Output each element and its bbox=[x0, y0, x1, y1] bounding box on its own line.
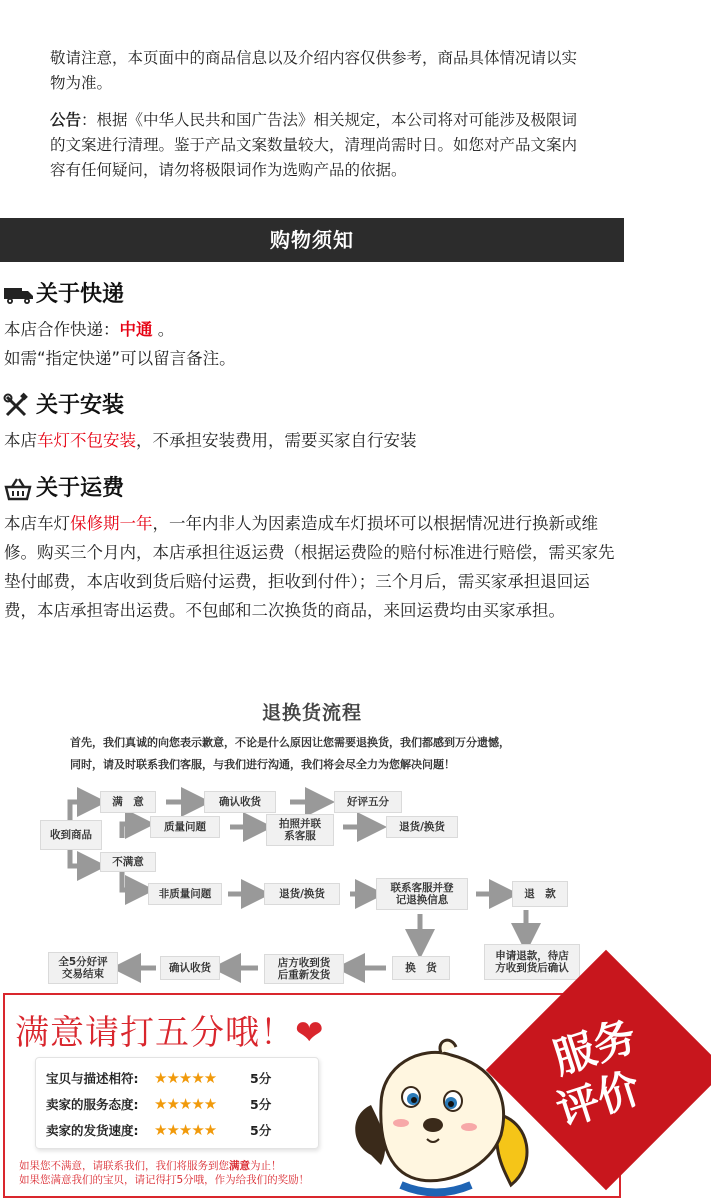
notice-text: 敬请注意，本页面中的商品信息以及介绍内容仅供参考，商品具体情况请以实物为准。 bbox=[50, 49, 578, 92]
star-rating-icon: ★★★★★ bbox=[154, 1121, 217, 1139]
express-title: 关于快递 bbox=[36, 282, 125, 307]
rating-label: 卖家的服务态度: bbox=[46, 1097, 139, 1112]
flow-box-transaction-end: 全5分好评交易结束 bbox=[48, 952, 118, 984]
heart-icon: ❤ bbox=[295, 1013, 325, 1053]
flow-box-quality-issue: 质量问题 bbox=[150, 816, 220, 838]
notice-block bbox=[50, 46, 590, 195]
flow-box-confirm-receipt-2: 确认收货 bbox=[160, 956, 220, 980]
flow-box-return-exchange-1: 退货/换货 bbox=[386, 816, 458, 838]
shipping-title: 关于运费 bbox=[36, 476, 125, 501]
flow-box-reship: 店方收到货后重新发货 bbox=[264, 954, 344, 984]
footer-text: 如果您不满意，请联系我们，我们将服务到您 bbox=[19, 1160, 229, 1172]
rating-title-text: 满意请打五分哦！ bbox=[15, 1013, 295, 1053]
flow-box-return-exchange-2: 退货/换货 bbox=[264, 883, 340, 905]
express-line-2: 如需“指定快递”可以留言备注。 bbox=[4, 349, 236, 368]
install-heading bbox=[4, 391, 620, 421]
announcement-text: ：根据《中华人民共和国广告法》相关规定，本公司将对可能涉及极限词的文案进行清理。鉴于产品文案数量较大，清理尚需时日。如您对产品文案内容有任何疑问，请勿将极限词作为选购产品的依据。 bbox=[50, 111, 578, 179]
shipping-body bbox=[4, 509, 620, 625]
rating-score: 5分 bbox=[250, 1071, 272, 1086]
rating-footer-line-2: 如果您满意我们的宝贝，请记得打5分哦，作为给我们的奖励！ bbox=[19, 1174, 310, 1186]
express-text: 本店合作快递： bbox=[4, 320, 120, 339]
install-title: 关于安装 bbox=[36, 393, 125, 418]
install-text-end: ，不承担安装费用，需要买家自行安装 bbox=[136, 431, 417, 450]
rating-score: 5分 bbox=[250, 1123, 272, 1138]
flow-box-good-review: 好评五分 bbox=[334, 791, 402, 813]
express-body bbox=[4, 315, 620, 373]
rating-row bbox=[46, 1120, 290, 1140]
rating-label: 卖家的发货速度: bbox=[46, 1123, 139, 1138]
flow-box-confirm-receipt: 确认收货 bbox=[204, 791, 276, 813]
flow-intro-line-1: 首先，我们真诚的向您表示歉意，不论是什么原因让您需要退换货，我们都感到万分遗憾， bbox=[70, 736, 510, 749]
service-evaluation-badge bbox=[491, 965, 711, 1155]
basket-icon bbox=[4, 476, 34, 502]
flow-box-exchange: 换 货 bbox=[392, 956, 450, 980]
announcement-label: 公告 bbox=[50, 111, 82, 129]
shipping-text-end: ，一年内非人为因素造成车灯损坏可以根据情况进行换新或维修。购买三个月内，本店承担往返运费（根据运费险的赔付标准进行赔偿，需买家先垫付邮费，本店收到货后赔付运费，拒收到付件）；三个月后，需买家承担退回运费，本店承担寄出运费。不包邮和二次换货的商品，来回运费均由买家承担。 bbox=[4, 514, 615, 620]
shipping-section bbox=[4, 474, 620, 625]
rating-footer bbox=[19, 1159, 309, 1187]
install-text: 本店 bbox=[4, 431, 37, 450]
shopping-notice-banner: 购物须知 bbox=[0, 218, 624, 262]
express-line-1 bbox=[4, 315, 620, 344]
install-section bbox=[4, 391, 620, 455]
rating-row bbox=[46, 1094, 290, 1114]
rating-footer-line-1 bbox=[19, 1159, 309, 1173]
flow-box-photo-contact: 拍照并联系客服 bbox=[266, 814, 334, 846]
star-rating-icon: ★★★★★ bbox=[154, 1095, 217, 1113]
flow-box-receive: 收到商品 bbox=[40, 820, 102, 850]
rating-panel bbox=[3, 993, 647, 1198]
star-rating-icon: ★★★★★ bbox=[154, 1069, 217, 1087]
rating-box bbox=[35, 1057, 319, 1149]
announcement-paragraph bbox=[50, 108, 590, 183]
flow-box-refund: 退 款 bbox=[512, 881, 568, 907]
rating-title bbox=[15, 1005, 325, 1054]
flow-box-non-quality-issue: 非质量问题 bbox=[148, 883, 222, 905]
flow-box-unsatisfied: 不满意 bbox=[100, 852, 156, 872]
notice-paragraph bbox=[50, 46, 590, 96]
express-company: 中通 bbox=[119, 320, 153, 339]
express-text-end: 。 bbox=[152, 320, 175, 339]
footer-text-end: 为止！ bbox=[250, 1160, 282, 1172]
rating-score: 5分 bbox=[250, 1097, 272, 1112]
flow-intro-line-2: 同时，请及时联系我们客服，与我们进行沟通，我们将会尽全力为您解决问题！ bbox=[70, 758, 455, 771]
warranty-highlight: 保修期一年 bbox=[70, 514, 153, 533]
truck-icon bbox=[4, 282, 34, 308]
shipping-text: 本店车灯 bbox=[4, 514, 70, 533]
express-heading bbox=[4, 280, 620, 310]
badge-text-evaluation: 评价 bbox=[550, 1062, 647, 1136]
flow-box-apply-refund: 申请退款，待店方收到货后确认 bbox=[484, 944, 580, 980]
return-flow-chart bbox=[0, 690, 624, 990]
badge-text-service: 服务 bbox=[546, 1010, 643, 1084]
rating-label: 宝贝与描述相符: bbox=[46, 1071, 139, 1086]
install-body bbox=[4, 426, 620, 455]
install-highlight: 车灯不包安装 bbox=[37, 431, 136, 450]
express-section bbox=[4, 280, 620, 373]
footer-emphasis: 满意 bbox=[229, 1160, 250, 1172]
tools-icon bbox=[4, 393, 34, 419]
rating-row bbox=[46, 1068, 290, 1088]
shipping-heading bbox=[4, 474, 620, 504]
flow-title: 退换货流程 bbox=[261, 702, 362, 724]
flow-box-contact-register: 联系客服并登记退换信息 bbox=[376, 878, 468, 910]
flow-box-satisfied: 满 意 bbox=[100, 791, 156, 813]
